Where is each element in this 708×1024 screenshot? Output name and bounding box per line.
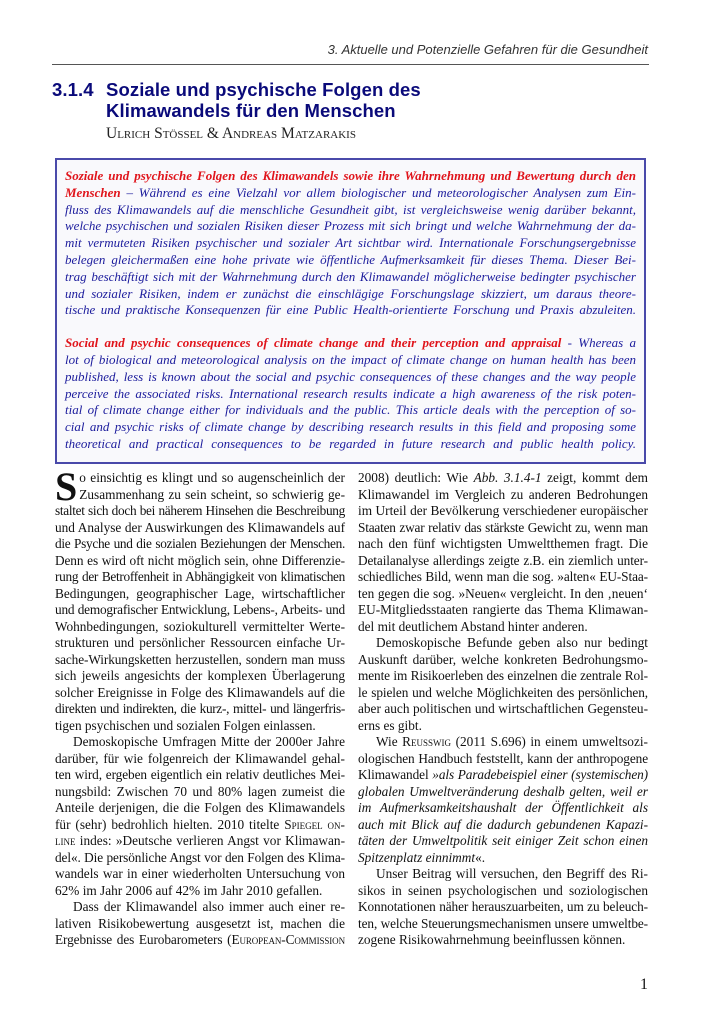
text-line: cial and psychic risks of climate change by describing research results in this field and proposing some <box>65 419 636 435</box>
text-line <box>55 833 345 850</box>
text-segment: Wie <box>376 734 403 749</box>
text-line: Klimawandel im Vergleich zu anderen Bedrohungen <box>358 486 648 502</box>
text-line: Denn es wird oft nicht möglich sein, ohne Differenzie- <box>55 552 345 568</box>
running-head: 3. Aktuelle und Potenzielle Gefahren für die Gesundheit <box>327 42 648 57</box>
section-title-line2: Klimawandels für den Menschen <box>106 100 396 121</box>
text-line: Demoskopische Befunde geben also nur bedingt <box>376 635 648 650</box>
text-segment: 2008) deutlich: Wie <box>358 470 474 485</box>
text-line <box>55 817 345 834</box>
text-segment: Ergebnisse des Eurobarometers ( <box>55 932 232 947</box>
text-line: tial of climate change either for individuals and the public. This article deals with the perception of so- <box>65 402 636 418</box>
text-line: 62% im Jahr 2006 auf 42% im Jahr 2010 gefallen. <box>55 882 323 898</box>
text-line: fluss des Klimawandels auf die menschliche Gesundheit gibt, ist vergleichsweise wenig darüber bekannt, <box>65 201 636 217</box>
text-line: aber auch politischen und wirtschaftlichen Gegensteu- <box>358 701 648 716</box>
text-line: tigen psychischen und sozialen Folgen einlassen. <box>55 717 316 733</box>
text-line: Demoskopische Umfragen Mitte der 2000er Jahre <box>73 734 345 749</box>
text-line: und Analyse der Auswirkungen des Klimawandels auf <box>55 519 345 535</box>
text-line: im Urteil der Bevölkerung verschiedener europäischer <box>358 503 648 518</box>
text-line <box>358 734 648 751</box>
text-line: Auskunft darüber, welche konkreten Bedrohungsmo- <box>358 651 648 667</box>
section-number: 3.1.4 <box>52 79 94 100</box>
text-line <box>358 784 648 801</box>
body-column-right <box>358 470 648 949</box>
text-line <box>358 817 648 834</box>
text-line: welche psychischen und sozialen Risiken dieser Prozess mit sich bringt und welche Wahrnehmung der da- <box>65 218 636 234</box>
text-line: wandels war in einer wiederholten Untersuchung von <box>55 866 345 881</box>
text-line: perceive the associated risks. International research results indicate a high awareness of the risk poten- <box>65 385 636 401</box>
text-line: staltet sich doch bei näherem Hinsehen die Beschreibung <box>55 503 345 518</box>
text-line <box>55 932 345 949</box>
page-number: 1 <box>640 976 648 993</box>
text-line: lativen Risikobewertung ausgesetzt ist, machen die <box>55 915 345 931</box>
paragraph <box>55 734 345 899</box>
header-rule <box>52 64 649 65</box>
text-line: Zusammenhang zu sein scheint, so schwierig ge- <box>79 486 345 502</box>
text-line: published, less is known about the social and psychic consequences of these changes and the way people <box>65 368 636 384</box>
text-line: del«. Die persönliche Angst vor den Folgen des Klima- <box>55 849 345 865</box>
drop-cap: S <box>55 464 78 509</box>
italic-text: globalen Umweltveränderung deshalb gelten, weil er <box>358 783 648 799</box>
text-line: Wohnbedingungen, soziokulturell vermittelter Werte- <box>55 618 345 634</box>
section-title-line1: Soziale und psychische Folgen des <box>106 79 421 100</box>
text-line: lot of biological and meteorological analysis on the impact of climate change on human health has been <box>65 351 636 367</box>
authors: Ulrich Stössel & Andreas Matzarakis <box>106 125 356 142</box>
text-line: erns es gibt. <box>358 717 422 733</box>
abstract-lead: Soziale und psychische Folgen des Klimawandels sowie ihre Wahrnehmung und Bewertung durch den <box>65 168 636 183</box>
text-line: Detailanalyse allerdings zeigte z.B. ein ziemlich unter- <box>358 552 648 568</box>
paragraph <box>358 866 648 949</box>
abstract-lead: Menschen <box>65 184 121 200</box>
abstract-german <box>65 168 636 319</box>
text-line <box>65 168 636 185</box>
text-segment: (2011 S.696) in einem umweltsozi- <box>451 734 648 749</box>
text-line: sikos in seinen psychologischen und soziologischen <box>358 882 648 898</box>
text-line: direkten und indirekten, die kurz-, mittel- und längerfris- <box>55 701 345 716</box>
text-line: und demografischer Entwicklung, Lebens-, Arbeits- und <box>55 602 345 617</box>
text-line: mente im Risikoerleben des einzelnen die zentrale Rol- <box>358 668 648 683</box>
italic-text: »als Paradebeispiel einer (systemischen) <box>432 767 648 782</box>
text-line: rung der Betroffenheit in Abhängigkeit von klimatischen <box>55 569 345 584</box>
text-line: del mit deutlichem Abstand hinter anderen. <box>358 618 588 634</box>
text-segment: zeigt, kommt dem <box>541 470 648 485</box>
text-line: sich jeweils angesichts der komplexen Überlagerung <box>55 668 345 683</box>
text-line <box>358 767 648 784</box>
text-line: tische und praktische Konsequenzen für eine Public Health-orientierte Forschung und Praxis abzuleiten. <box>65 302 636 318</box>
text-line: strukturen und persönlicher Ressourcen einfache Ur- <box>55 635 345 650</box>
text-line: le spielen und welche Möglichkeiten des persönlichen, <box>358 684 648 700</box>
text-segment: Klimawandel <box>358 767 433 782</box>
italic-text: im Aufmerksamkeitshaushalt der Öffentlichkeit als <box>358 800 648 815</box>
text-line: Dass der Klimawandel also immer auch einer re- <box>73 899 345 914</box>
text-line: nungsbild: Zwischen 70 und 80% lagen zumeist die <box>55 783 345 799</box>
text-line <box>358 470 648 487</box>
section-title <box>52 79 421 121</box>
abstract-box <box>55 158 646 464</box>
text-segment: – Während es eine Vielzahl vor allem biologischer und meteorologischer Analysen zum Ein- <box>120 184 636 200</box>
text-line: o einsichtig es klingt und so augenscheinlich der <box>79 470 345 485</box>
small-caps-name: Spiegel on- <box>284 816 345 832</box>
text-line: zogene Risikowahrnehmung beeinflussen können. <box>358 932 626 947</box>
text-line: Bedingungen, geographischer Lage, wirtschaftlicher <box>55 585 345 601</box>
text-line: ten gegen die sog. »Neuen« vergleicht. In den ‚neuen‘ <box>358 585 648 601</box>
text-line <box>65 185 636 202</box>
text-line: solcher Ereignisse in Folge des Klimawandels auf die <box>55 684 345 700</box>
paragraph <box>55 464 345 734</box>
italic-text: Spitzenplatz einnimmt <box>358 849 476 865</box>
text-line: belegen gleichermaßen eine hohe private wie öffentliche Aufmerksamkeit für dieses Thema. Dieser Bei- <box>65 251 636 267</box>
text-line: Unser Beitrag will versuchen, den Begriff des Ri- <box>376 866 648 881</box>
text-line: EU-Mitgliedsstaaten rangierte das Thema Klimawan- <box>358 602 648 617</box>
text-line: Anteile derjenigen, die die Folgen des Klimawandels <box>55 800 345 815</box>
text-line <box>358 850 648 867</box>
text-line: ologischen Handbuch feststellt, kann der anthropogene <box>358 750 648 766</box>
text-line: trag beschäftigt sich mit der Wahrnehmung durch den Klimawandel möglicherweise bedingter psychischer <box>65 268 636 284</box>
text-line: sache-Wirkungsketten herzustellen, sondern man muss <box>55 651 345 667</box>
small-caps-name: European-Commission <box>231 932 345 947</box>
text-line: die Psyche und die sozialen Beziehungen der Menschen. <box>55 536 345 551</box>
text-segment: «. <box>475 849 486 865</box>
abstract-english <box>65 335 636 453</box>
text-line: ten, welche Steuerungsmechanismen unsere umweltbe- <box>358 915 648 931</box>
italic-text: auch mit Blick auf die dadurch gebundenen Kapazi- <box>358 816 648 832</box>
body-column-left <box>55 464 345 949</box>
text-line: ten wird, ergeben eigentlich ein relativ deutliches Mei- <box>55 767 345 782</box>
paragraph <box>55 899 345 949</box>
text-line: theoretical and practical consequences to be regarded in future research and public health policy. <box>65 435 636 451</box>
text-line <box>358 833 648 850</box>
text-segment: indes: »Deutsche verlieren Angst vor Klimawan- <box>75 833 345 848</box>
text-line <box>358 800 648 817</box>
italic-text: täten der Umweltpolitik seit einiger Zeit schon einen <box>358 833 648 848</box>
paragraph <box>358 470 648 635</box>
small-caps-name: line <box>55 833 76 848</box>
text-line <box>65 335 636 352</box>
text-line: Staaten zwar relativ das stärkste Gewicht zu, wenn man <box>358 519 648 535</box>
text-segment: - Whereas a <box>561 335 636 351</box>
paragraph <box>358 635 648 734</box>
abstract-lead: Social and psychic consequences of climate change and their perception and appraisal <box>65 335 562 351</box>
italic-text: Abb. 3.1.4-1 <box>473 470 542 485</box>
paragraph <box>358 734 648 866</box>
text-line: mit vermuteten Risiken psychischer und sozialer Art sichtbar wird. Internationale Forschungsergebnisse <box>65 235 636 251</box>
text-line: schiedliches Bild, wenn man die sog. »alten« EU-Staa- <box>358 569 648 584</box>
small-caps-name: Reusswig <box>402 734 452 749</box>
text-line: und sozialer Risiken, indem er zunächst die einschlägige Forschungslage skizziert, um daraus theore- <box>65 285 636 301</box>
text-line: nach den fünf wichtigsten Umweltthemen fragt. Die <box>358 536 648 551</box>
text-line: darüber, für wie folgenreich der Klimawandel gehal- <box>55 750 345 766</box>
text-line: Konnotationen näher herauszuarbeiten, um zu beleuch- <box>358 899 648 914</box>
text-segment: für (sehr) bedrohlich hielten. 2010 titelte <box>55 816 285 832</box>
